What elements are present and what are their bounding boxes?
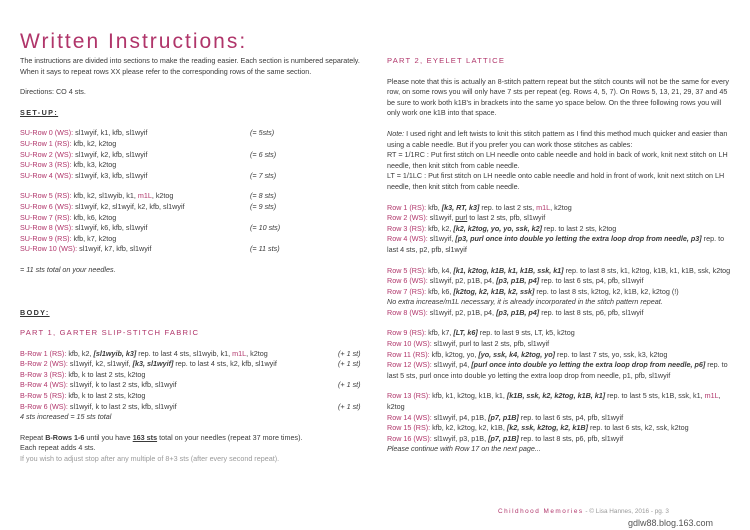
pattern-row: Row 9 (RS): kfb, k7, [LT, k6] rep. to last 9 sts, LT, k5, k2tog xyxy=(387,328,575,338)
pattern-row: Row 14 (WS): sl1wyif, p4, p1B, [p7, p1B] rep. to last 6 sts, p4, pfb, sl1wyif xyxy=(387,412,624,422)
adjust-note: If you wish to adjust stop after any multiple of 8+3 sts (after every second repeat). xyxy=(20,454,280,464)
pattern-row: Row 7 (RS): kfb, k6, [k2tog, k2, k1B, k2, ssk] rep. to last 8 sts, k2tog, k2, k1B, k2, k2tog (!) xyxy=(387,286,679,296)
setup-row: SU-Row 4 (WS): sl1wyif, k3, kfb, sl1wyif (= 7 sts) xyxy=(20,170,277,180)
body-row: B-Row 3 (RS): kfb, k to last 2 sts, k2tog xyxy=(20,369,146,379)
left-column xyxy=(20,56,372,465)
increase-note: 4 sts increased = 15 sts total xyxy=(20,412,112,422)
body-row: B-Row 6 (WS): sl1wyif, k to last 2 sts, kfb, sl1wyif (+ 1 st) xyxy=(20,401,361,411)
setup-row: SU-Row 10 (WS): sl1wyif, k7, kfb, sl1wyif (= 11 sts) xyxy=(20,244,280,254)
rt-definition: RT = 1/1RC : Put first stitch on LH needle onto cable needle and hold in back of work, knit next stitch on LH needle, then knit stitch from cable needle. xyxy=(387,150,728,170)
part2-note: Please note that this is actually an 8-stitch pattern repeat but the stitch counts will not be the same for every row, on some rows you will only have 7 sts per repeat (eg. Rows 4, 5, 7). On Rows 5, 13, 21, 29, 37 and 45 be sure to work both k1B's in brackets into the same yo space below. On the three following rows you will only work one k1B into that space. xyxy=(387,76,729,118)
body-row: B-Row 4 (WS): sl1wyif, k to last 2 sts, kfb, sl1wyif (+ 1 st) xyxy=(20,380,361,390)
setup-row: SU-Row 9 (RS): kfb, k7, k2tog xyxy=(20,233,117,243)
repeat-instruction: Repeat B-Rows 1-6 until you have 163 sts total on your needles (repeat 37 more times). xyxy=(20,432,303,442)
continue-note: Please continue with Row 17 on the next page... xyxy=(387,444,541,454)
pattern-row: Row 8 (WS): sl1wyif, p2, p1B, p4, [p3, p1B, p4] rep. to last 8 sts, p6, pfb, sl1wyif xyxy=(387,307,644,317)
pattern-row: Row 12 (WS): sl1wyif, p4, [purl once into double yo letting the extra loop drop from needle, p6] rep. to last 5 sts, purl once into double yo letting the extra loop drop from needle, p1, pfb, sl1wyif xyxy=(387,360,728,380)
body-heading: BODY: xyxy=(20,307,50,317)
part1-heading: PART 1, GARTER SLIP-STITCH FABRIC xyxy=(20,328,200,338)
setup-heading: SET-UP: xyxy=(20,107,59,117)
setup-row: SU-Row 8 (WS): sl1wyif, k6, kfb, sl1wyif (= 10 sts) xyxy=(20,223,281,233)
pattern-row: Row 3 (RS): kfb, k2, [k2, k2tog, yo, yo, ssk, k2] rep. to last 2 sts, k2tog xyxy=(387,223,617,233)
each-repeat: Each repeat adds 4 sts. xyxy=(20,443,96,453)
footer-brand: Childhood Memories xyxy=(498,508,584,515)
setup-total: = 11 sts total on your needles. xyxy=(20,264,116,274)
watermark: gdlw88.blog.163.com xyxy=(628,518,714,528)
setup-row: SU-Row 5 (RS): kfb, k2, sl1wyib, k1, m1L, k2tog (= 8 sts) xyxy=(20,191,277,201)
pattern-row: Row 1 (RS): kfb, [k3, RT, k3] rep. to last 2 sts, m1L, k2tog xyxy=(387,202,572,212)
pattern-row: Row 15 (RS): kfb, k2, k2tog, k2, k1B, [k2, ssk, k2tog, k2, k1B] rep. to last 6 sts, k2, ssk, k2tog xyxy=(387,423,689,433)
setup-row: SU-Row 2 (WS): sl1wyif, k2, kfb, sl1wyif (= 6 sts) xyxy=(20,149,277,159)
body-row: B-Row 5 (RS): kfb, k to last 2 sts, k2tog xyxy=(20,391,146,401)
lt-definition: LT = 1/1LC : Put first stitch on LH needle onto cable needle and hold in front of work, knit next stitch on LH needle, then knit stitch from cable needle. xyxy=(387,171,725,191)
page-footer xyxy=(498,508,669,515)
intro-paragraph: The instructions are divided into sections to make the reading easier. Each section is numbered separately. When it says to repeat rows XX please refer to the corresponding rows of the same section. xyxy=(20,56,360,76)
setup-row: SU-Row 0 (WS): sl1wyif, k1, kfb, sl1wyif (= 5sts) xyxy=(20,128,275,138)
pattern-row: Row 5 (RS): kfb, k4, [k1, k2tog, k1B, k1, k1B, ssk, k1] rep. to last 8 sts, k1, k2tog, k1B, k1, k1B, ssk, k2tog xyxy=(387,265,731,275)
part2-heading: PART 2, EYELET LATTICE xyxy=(387,56,506,65)
page-title: Written Instructions: xyxy=(20,30,248,53)
pattern-row: Row 13 (RS): kfb, k1, k2tog, k1B, k1, [k1B, ssk, k2, k2tog, k1B, k1] rep. to last 5 sts, k1B, ssk, k1, m1L, k2tog xyxy=(387,391,721,412)
pattern-row: Row 11 (RS): kfb, k2tog, yo, [yo, ssk, k4, k2tog, yo] rep. to last 7 sts, yo, ssk, k3, k2tog xyxy=(387,349,668,359)
right-column xyxy=(387,56,732,455)
setup-row: SU-Row 3 (RS): kfb, k3, k2tog xyxy=(20,160,117,170)
twist-note: Note: I used right and left twists to knit this stitch pattern as I find this method much quicker and easier than using a cable needle. But if you prefer you can work those stitches as cables: xyxy=(387,128,728,149)
setup-row: SU-Row 7 (RS): kfb, k6, k2tog xyxy=(20,212,117,222)
pattern-row: Row 2 (WS): sl1wyif, purl to last 2 sts, pfb, sl1wyif xyxy=(387,213,546,223)
body-row: B-Row 1 (RS): kfb, k2, [sl1wyib, k3] rep. to last 4 sts, sl1wyib, k1, m1L, k2tog (+ 1 st) xyxy=(20,348,361,358)
pattern-row: Row 4 (WS): sl1wyif, [p3, purl once into double yo letting the extra loop drop from needle, p3] rep. to last 4 sts, p2, pfb, sl1wyif xyxy=(387,234,725,254)
pattern-row: Row 10 (WS): sl1wyif, purl to last 2 sts, pfb, sl1wyif xyxy=(387,339,550,349)
setup-row: SU-Row 6 (WS): sl1wyif, k2, sl1wyif, k2, kfb, sl1wyif (= 9 sts) xyxy=(20,201,277,211)
directions: Directions: CO 4 sts. xyxy=(20,87,86,97)
row7-note: No extra increase/m1L necessary, it is already incorporated in the stitch pattern repeat. xyxy=(387,297,663,307)
setup-row: SU-Row 1 (RS): kfb, k2, k2tog xyxy=(20,138,117,148)
pattern-row: Row 16 (WS): sl1wyif, p3, p1B, [p7, p1B] rep. to last 8 sts, p6, pfb, sl1wyif xyxy=(387,433,624,443)
footer-copyright: - © Lisa Hannes, 2016 - pg. 3 xyxy=(583,508,669,515)
pattern-row: Row 6 (WS): sl1wyif, p2, p1B, p4, [p3, p1B, p4] rep. to last 6 sts, p4, pfb, sl1wyif xyxy=(387,276,644,286)
body-row: B-Row 2 (WS): sl1wyif, k2, sl1wyif, [k3, sl1wyif] rep. to last 4 sts, k2, kfb, sl1wyif (+ 1 st) xyxy=(20,359,361,369)
